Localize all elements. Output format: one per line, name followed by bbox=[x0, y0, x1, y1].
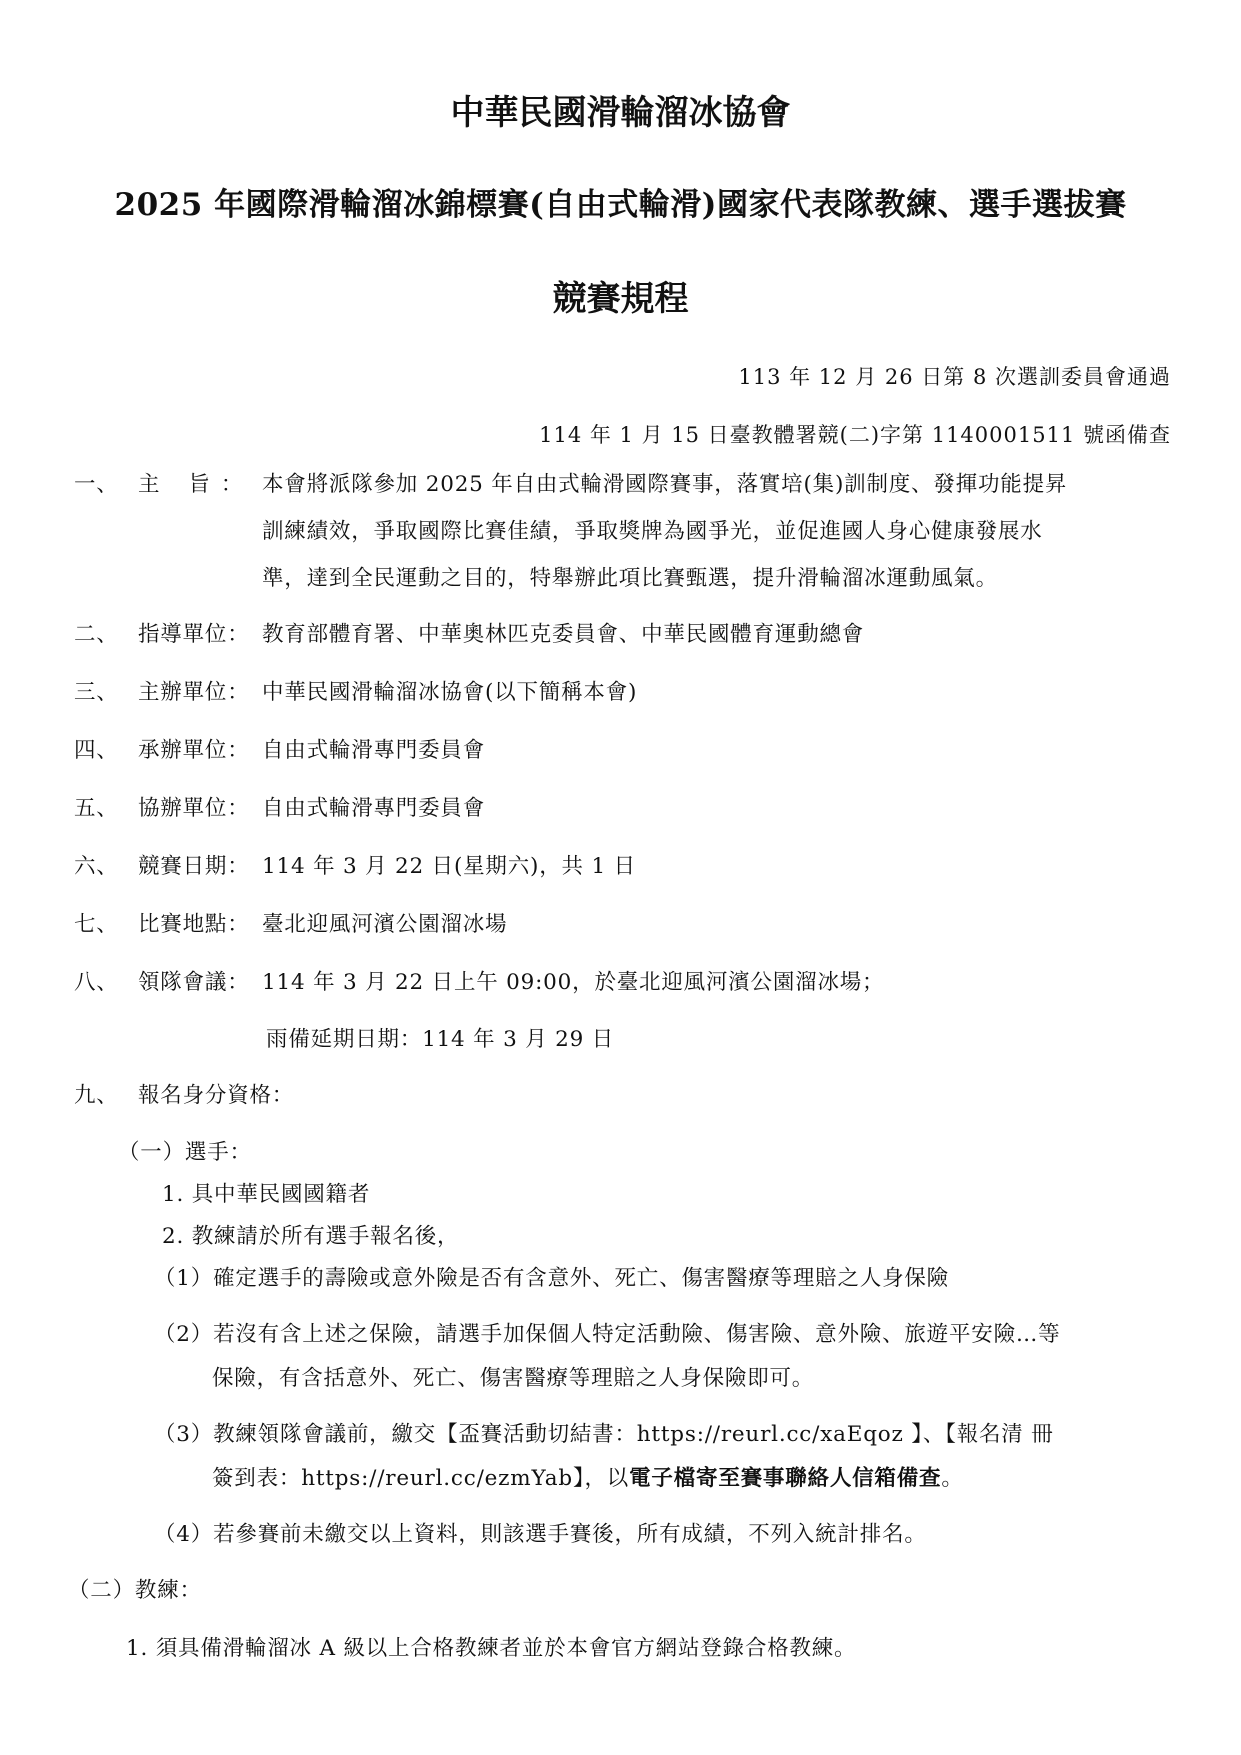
document-type: 競賽規程 bbox=[552, 279, 689, 319]
section-label: 競賽日期： bbox=[138, 854, 250, 879]
section-label: 報名身分資格： bbox=[138, 1083, 295, 1108]
approval-line-2: 114 年 1 月 15 日臺教體署競(二)字第 1140001511 號函備查 bbox=[539, 423, 1171, 447]
emphasis-text: 電子檔寄至賽事聯絡人信箱備查 bbox=[629, 1466, 942, 1491]
list-item: （1）確定選手的壽險或意外險是否有含意外、死亡、傷害醫療等理賠之人身保險 bbox=[154, 1266, 949, 1291]
section-number: 七、 bbox=[74, 912, 119, 937]
section-text: 臺北迎風河濱公園溜冰場 bbox=[262, 912, 508, 937]
players-heading: （一）選手： bbox=[118, 1140, 252, 1165]
list-item-continuation: 保險，有含括意外、死亡、傷害醫療等理賠之人身保險即可。 bbox=[212, 1366, 815, 1391]
section-number: 五、 bbox=[74, 796, 119, 821]
section-label: 承辦單位： bbox=[138, 738, 250, 763]
section-number: 九、 bbox=[74, 1083, 119, 1108]
section-label: 主 旨： bbox=[138, 472, 254, 497]
section-text-line: 準，達到全民運動之目的，特舉辦此項比賽甄選，提升滑輪溜冰運動風氣。 bbox=[262, 566, 998, 591]
section-text: 自由式輪滑專門委員會 bbox=[262, 738, 486, 763]
document-title: 中華民國滑輪溜冰協會 bbox=[450, 93, 791, 133]
rain-date: 雨備延期日期：114 年 3 月 29 日 bbox=[266, 1027, 615, 1052]
list-item-continuation bbox=[212, 1464, 964, 1494]
coaches-heading: （二）教練： bbox=[68, 1578, 202, 1603]
list-item: 1. 具中華民國國籍者 bbox=[162, 1182, 371, 1207]
section-text: 教育部體育署、中華奧林匹克委員會、中華民國體育運動總會 bbox=[262, 622, 865, 647]
list-item: 1. 須具備滑輪溜冰 A 級以上合格教練者並於本會官方網站登錄合格教練。 bbox=[126, 1636, 857, 1661]
section-number: 一、 bbox=[74, 472, 119, 497]
section-text: 中華民國滑輪溜冰協會(以下簡稱本會) bbox=[262, 680, 638, 705]
list-item-text: 簽到表：https://reurl.cc/ezmYab】，以 bbox=[212, 1466, 630, 1491]
section-label: 主辦單位： bbox=[138, 680, 250, 705]
section-number: 二、 bbox=[74, 622, 119, 647]
section-text: 114 年 3 月 22 日上午 09:00，於臺北迎風河濱公園溜冰場； bbox=[262, 970, 885, 995]
section-number: 六、 bbox=[74, 854, 119, 879]
document-subtitle: 2025 年國際滑輪溜冰錦標賽(自由式輪滑)國家代表隊教練、選手選拔賽 bbox=[114, 187, 1127, 223]
section-text: 自由式輪滑專門委員會 bbox=[262, 796, 486, 821]
list-item: （3）教練領隊會議前，繳交【盃賽活動切結書：https://reurl.cc/xaEqoz 】、【報名清 冊 bbox=[154, 1422, 1054, 1447]
section-text-line: 訓練績效，爭取國際比賽佳績，爭取獎牌為國爭光，並促進國人身心健康發展水 bbox=[262, 519, 1043, 544]
list-item: 2. 教練請於所有選手報名後， bbox=[162, 1224, 460, 1249]
list-item: （2）若沒有含上述之保險，請選手加保個人特定活動險、傷害險、意外險、旅遊平安險…等 bbox=[154, 1322, 1061, 1347]
section-label: 比賽地點： bbox=[138, 912, 250, 937]
section-label: 指導單位： bbox=[138, 622, 250, 647]
section-number: 三、 bbox=[74, 680, 119, 705]
list-item-text: 。 bbox=[941, 1466, 964, 1491]
section-label: 領隊會議： bbox=[138, 970, 250, 995]
list-item: （4）若參賽前未繳交以上資料，則該選手賽後，所有成績，不列入統計排名。 bbox=[154, 1522, 927, 1547]
approval-line-1: 113 年 12 月 26 日第 8 次選訓委員會通過 bbox=[738, 365, 1171, 389]
section-number: 四、 bbox=[74, 738, 119, 763]
section-label: 協辦單位： bbox=[138, 796, 250, 821]
section-number: 八、 bbox=[74, 970, 119, 995]
section-text-line: 本會將派隊參加 2025 年自由式輪滑國際賽事，落實培(集)訓制度、發揮功能提昇 bbox=[262, 472, 1068, 497]
section-text: 114 年 3 月 22 日(星期六)，共 1 日 bbox=[262, 854, 636, 879]
